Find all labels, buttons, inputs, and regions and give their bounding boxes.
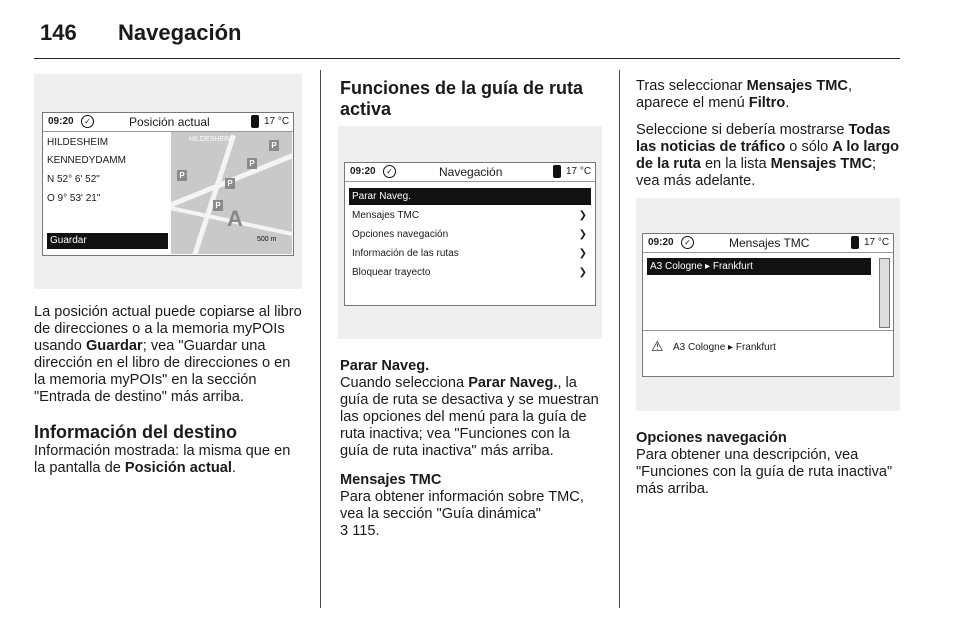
column-divider-2 bbox=[619, 70, 620, 608]
bold-run: Todas las noticias de tráfico bbox=[636, 122, 891, 155]
menu-item-label: Bloquear trayecto bbox=[352, 267, 431, 278]
bold-run: Guardar bbox=[85, 338, 143, 354]
screen-time: 09:20 bbox=[48, 116, 74, 127]
chevron-right-icon: ❯ bbox=[578, 248, 587, 259]
screen-time: 09:20 bbox=[648, 237, 674, 248]
screen-temp: 17 °C bbox=[566, 166, 592, 177]
parking-icon: P bbox=[269, 140, 279, 151]
column-2-text bbox=[340, 358, 602, 540]
clock-icon: ✓ bbox=[81, 115, 94, 128]
info-line: O 9° 53' 21" bbox=[47, 193, 101, 204]
chevron-right-icon: ❯ bbox=[578, 229, 587, 240]
paragraph bbox=[636, 78, 900, 112]
screen-header bbox=[643, 234, 893, 253]
bold-run: Mensajes TMC bbox=[770, 156, 873, 172]
menu-item-label: Parar Naveg. bbox=[352, 191, 411, 202]
page-title: Navegación bbox=[118, 20, 242, 45]
screen-temp: 17 °C bbox=[864, 237, 890, 248]
scrollbar[interactable] bbox=[879, 258, 890, 328]
text-run: ; vea "Guardar una dirección en el libro de direcciones o en la memoria myPOIs" en la sección "Entrada de destino" más arriba. bbox=[34, 338, 291, 405]
bold-run: Mensajes TMC bbox=[746, 78, 848, 94]
section-heading: Funciones de la guía de ruta activa bbox=[340, 78, 584, 119]
text-run: o sólo bbox=[785, 139, 833, 155]
map-scale: 500 m bbox=[257, 236, 277, 243]
info-line: N 52° 6' 52" bbox=[47, 174, 100, 185]
clock-icon: ✓ bbox=[383, 165, 396, 178]
paragraph bbox=[34, 443, 304, 477]
bold-run: Posición actual bbox=[124, 460, 232, 476]
text-run: , la guía de ruta se desactiva y se muestran las opciones del menú para la guía de ruta inactiva; vea "Funciones con la guía de ruta inactiva" más arriba. bbox=[340, 375, 599, 459]
menu-item-label: Información de las rutas bbox=[352, 248, 459, 259]
text-run: en la lista bbox=[700, 156, 771, 172]
text-run: . bbox=[231, 460, 237, 476]
parking-icon: P bbox=[247, 158, 257, 169]
text-run: ; vea más adelante. bbox=[636, 156, 877, 189]
menu-item-mensajes-tmc[interactable] bbox=[349, 207, 591, 224]
page-ref[interactable]: 115. bbox=[352, 523, 380, 539]
subheading: Parar Naveg. bbox=[340, 358, 430, 374]
subheading: Opciones navegación bbox=[636, 430, 787, 446]
traffic-warning-icon: ⚠ bbox=[651, 338, 664, 354]
header-rule bbox=[34, 58, 900, 59]
menu-item-parar-naveg[interactable] bbox=[349, 188, 591, 205]
bold-run: Parar Naveg. bbox=[468, 375, 558, 391]
subheading: Mensajes TMC bbox=[340, 472, 442, 488]
thermometer-icon bbox=[553, 165, 561, 178]
screenshot-position bbox=[34, 74, 302, 289]
bold-run: A lo largo de la ruta bbox=[636, 139, 900, 172]
screen-header bbox=[43, 113, 293, 132]
paragraph bbox=[34, 304, 304, 406]
guardar-button[interactable]: Guardar bbox=[47, 233, 168, 249]
screen-navigation bbox=[344, 162, 596, 306]
text-run: Para obtener información sobre TMC, vea la sección "Guía dinámica" bbox=[340, 489, 584, 522]
divider bbox=[643, 330, 893, 331]
text-run: Cuando selecciona bbox=[340, 375, 469, 391]
parking-icon: P bbox=[213, 200, 223, 211]
paragraph bbox=[340, 489, 602, 540]
text-run: Tras seleccionar bbox=[636, 78, 747, 94]
bold-run: Filtro bbox=[748, 95, 786, 111]
screenshot-navigation bbox=[338, 126, 602, 339]
chevron-right-icon: ❯ bbox=[578, 267, 587, 278]
position-marker-icon: A bbox=[227, 206, 243, 231]
text-run: Seleccione si debería mostrarse bbox=[636, 122, 849, 138]
page-ref-symbol: 3 bbox=[340, 523, 349, 539]
text-run: Información mostrada: la misma que en la pantalla de bbox=[34, 443, 291, 476]
info-line: KENNEDYDAMM bbox=[47, 155, 126, 166]
column-2-heading bbox=[340, 78, 602, 120]
info-line: HILDESHEIM bbox=[47, 137, 109, 148]
menu-item-opciones-navegacion[interactable] bbox=[349, 226, 591, 243]
screen-time: 09:20 bbox=[350, 166, 376, 177]
screen-position bbox=[42, 112, 294, 256]
screen-title: Mensajes TMC bbox=[729, 236, 810, 250]
page-header bbox=[34, 14, 900, 58]
tmc-message-item[interactable] bbox=[647, 258, 871, 275]
screen-header bbox=[345, 163, 595, 182]
menu-item-label: Opciones navegación bbox=[352, 229, 449, 240]
chevron-right-icon: ❯ bbox=[578, 210, 587, 221]
column-3-text-top bbox=[636, 78, 900, 190]
menu-item-bloquear-trayecto[interactable] bbox=[349, 264, 591, 281]
column-1-text bbox=[34, 304, 304, 477]
parking-icon: P bbox=[177, 170, 187, 181]
page-number: 146 bbox=[40, 20, 77, 45]
map-label: HILDESHEIM bbox=[189, 136, 232, 143]
menu-item-label: Mensajes TMC bbox=[352, 210, 420, 221]
text-run: , aparece el menú bbox=[636, 78, 853, 111]
paragraph bbox=[636, 447, 900, 498]
map-view[interactable] bbox=[171, 132, 292, 254]
column-divider-1 bbox=[320, 70, 321, 608]
parking-icon: P bbox=[225, 178, 235, 189]
text-run: . bbox=[785, 95, 790, 111]
screen-tmc bbox=[642, 233, 894, 377]
section-heading: Información del destino bbox=[34, 422, 238, 442]
text-run: Para obtener una descripción, vea "Funciones con la guía de ruta inactiva" más arriba. bbox=[636, 447, 893, 497]
paragraph bbox=[340, 375, 602, 460]
paragraph bbox=[636, 122, 900, 190]
thermometer-icon bbox=[851, 236, 859, 249]
screen-title: Navegación bbox=[439, 165, 503, 179]
text-run: La posición actual puede copiarse al libro de direcciones o a la memoria myPOIs usando bbox=[34, 304, 302, 354]
tmc-detail: A3 Cologne ▸ Frankfurt bbox=[673, 342, 776, 353]
column-3-text-bottom bbox=[636, 430, 900, 498]
screenshot-tmc bbox=[636, 198, 900, 411]
screen-temp: 17 °C bbox=[264, 116, 290, 127]
menu-item-informacion-rutas[interactable] bbox=[349, 245, 591, 262]
clock-icon: ✓ bbox=[681, 236, 694, 249]
tmc-message-label: A3 Cologne ▸ Frankfurt bbox=[650, 261, 753, 272]
thermometer-icon bbox=[251, 115, 259, 128]
screen-title: Posición actual bbox=[129, 115, 210, 129]
